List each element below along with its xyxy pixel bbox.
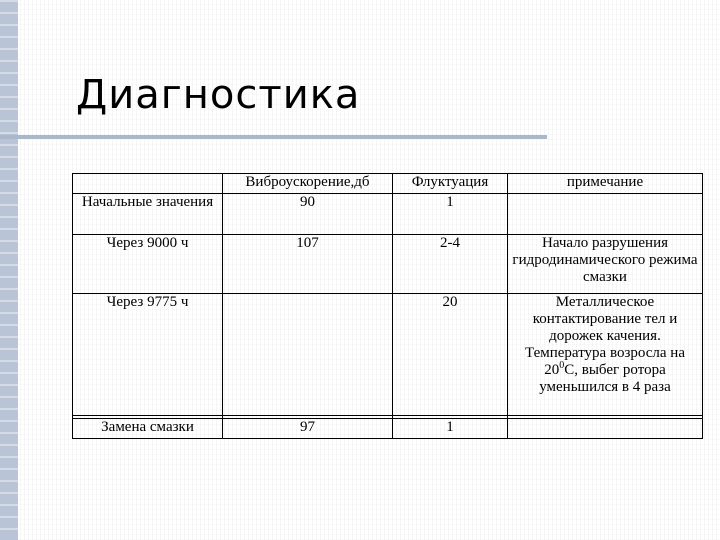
row-label: Замена смазки bbox=[73, 419, 223, 439]
table-row bbox=[73, 419, 703, 439]
row-label: Через 9775 ч bbox=[73, 294, 223, 416]
vibration-value: 97 bbox=[223, 419, 393, 439]
header-cell-empty bbox=[73, 174, 223, 194]
sidebar-decoration bbox=[0, 0, 18, 540]
note-cell bbox=[508, 419, 703, 439]
title-underline bbox=[0, 135, 547, 139]
table-row bbox=[73, 294, 703, 416]
table-header-row bbox=[73, 174, 703, 194]
note-superscript: 0 bbox=[559, 360, 565, 371]
table-row bbox=[73, 235, 703, 294]
row-label: Начальные значения bbox=[73, 194, 223, 235]
note-cell bbox=[508, 194, 703, 235]
fluctuation-value: 1 bbox=[393, 419, 508, 439]
note-text-before: Металлическое контактирование тел и дорожек качения. Температура возросла на 20 bbox=[525, 294, 685, 378]
note-text-after: С, выбег ротора уменьшился в 4 раза bbox=[539, 362, 671, 395]
table-row bbox=[73, 194, 703, 235]
header-cell-fluctuation: Флуктуация bbox=[393, 174, 508, 194]
fluctuation-value: 2-4 bbox=[393, 235, 508, 294]
row-label: Через 9000 ч bbox=[73, 235, 223, 294]
slide-title: Диагностика bbox=[76, 72, 361, 118]
vibration-value: 107 bbox=[223, 235, 393, 294]
header-cell-vibration: Виброускорение,дб bbox=[223, 174, 393, 194]
note-cell: Начало разрушения гидродинамического режима смазки bbox=[508, 235, 703, 294]
vibration-value bbox=[223, 294, 393, 416]
note-cell bbox=[508, 294, 703, 416]
diagnostics-table bbox=[72, 173, 703, 439]
fluctuation-value: 20 bbox=[393, 294, 508, 416]
fluctuation-value: 1 bbox=[393, 194, 508, 235]
vibration-value: 90 bbox=[223, 194, 393, 235]
header-cell-note: примечание bbox=[508, 174, 703, 194]
